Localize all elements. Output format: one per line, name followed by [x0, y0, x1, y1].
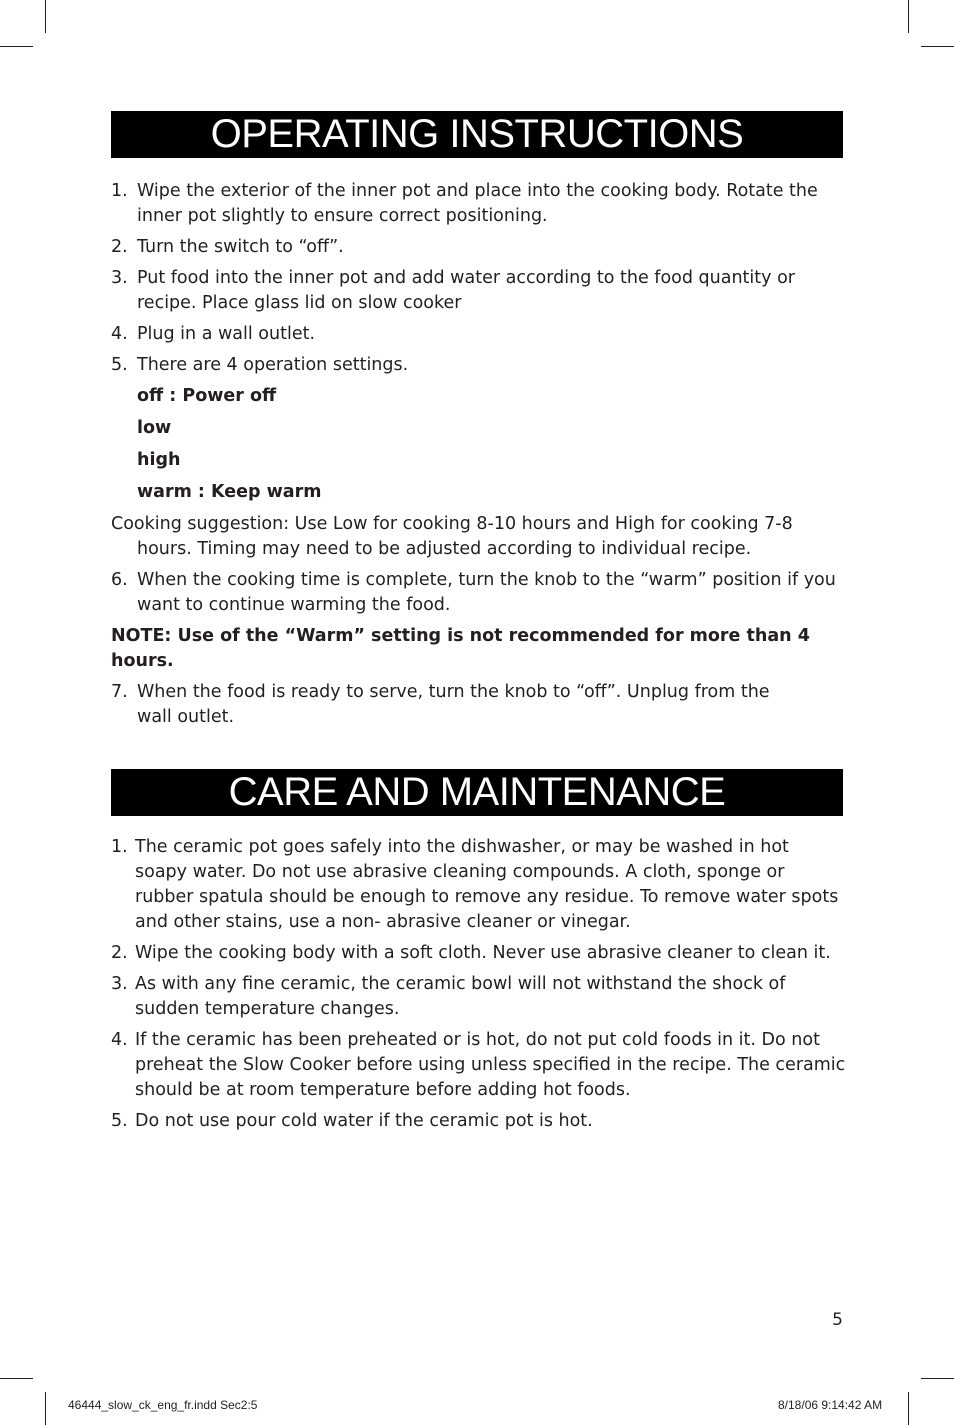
operating-instructions-heading: OPERATING INSTRUCTIONS: [111, 111, 843, 158]
list-item: 5. There are 4 operation settings.: [111, 355, 409, 375]
list-item: 1. The ceramic pot goes safely into the dishwasher, or may be washed in hot soapy water. Do not use abrasive cleaning compounds. A cloth, sponge or rubber spatula should be enough to remove any residue. To remove water spots and other stains, use a non- abrasive cleaner or vinegar.: [111, 837, 839, 932]
list-item: 4. If the ceramic has been preheated or is hot, do not put cold foods in it. Do not preheat the Slow Cooker before using unless specified in the recipe. The ceramic should be at room temperature before adding hot foods.: [111, 1030, 846, 1100]
list-item: 2. Wipe the cooking body with a soft cloth. Never use abrasive cleaner to clean it.: [111, 943, 831, 963]
care-maintenance-heading: CARE AND MAINTENANCE: [111, 769, 843, 816]
list-item: 4. Plug in a wall outlet.: [111, 324, 316, 344]
operating-instructions-section: [111, 179, 846, 736]
timestamp-slug: 8/18/06 9:14:42 AM: [778, 1398, 883, 1412]
crop-mark: [921, 46, 954, 47]
crop-mark: [921, 1378, 954, 1379]
setting-off: off : Power off: [137, 386, 277, 406]
crop-mark: [0, 46, 33, 47]
list-item: 3. As with any fine ceramic, the ceramic bowl will not withstand the shock of sudden temperature changes.: [111, 974, 786, 1019]
crop-mark: [45, 0, 46, 33]
crop-mark: [0, 1378, 33, 1379]
list-item: 1. Wipe the exterior of the inner pot and place into the cooking body. Rotate the inner pot slightly to ensure correct positioning.: [111, 181, 818, 226]
list-item: 6. When the cooking time is complete, turn the knob to the “warm” position if you want to continue warming the food.: [111, 570, 836, 615]
list-item: 7. When the food is ready to serve, turn the knob to “off”. Unplug from the wall outlet.: [111, 682, 770, 727]
setting-low: low: [137, 418, 172, 438]
care-maintenance-section: [111, 835, 846, 1140]
setting-high: high: [137, 450, 181, 470]
file-slug: 46444_slow_ck_eng_fr.indd Sec2:5: [68, 1398, 258, 1412]
warm-setting-note: NOTE: Use of the “Warm” setting is not recommended for more than 4 hours.: [111, 626, 810, 671]
list-item: 2. Turn the switch to “off”.: [111, 237, 344, 257]
cooking-suggestion: Cooking suggestion: Use Low for cooking 8-10 hours and High for cooking 7-8 hours. Timing may need to be adjusted according to individual recipe.: [111, 514, 793, 559]
list-item: 3. Put food into the inner pot and add water according to the food quantity or recipe. Place glass lid on slow cooker: [111, 268, 795, 313]
page-number: 5: [832, 1310, 843, 1330]
crop-mark: [908, 1392, 909, 1425]
crop-mark: [908, 0, 909, 33]
list-item: 5. Do not use pour cold water if the ceramic pot is hot.: [111, 1111, 593, 1131]
crop-mark: [45, 1392, 46, 1425]
setting-warm: warm : Keep warm: [137, 482, 322, 502]
